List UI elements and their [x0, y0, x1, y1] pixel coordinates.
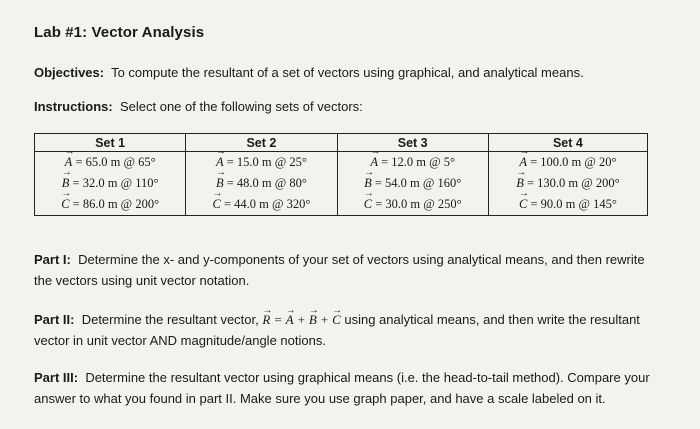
vector-symbol: → B	[62, 176, 70, 191]
table-cell	[488, 173, 647, 194]
table-cell	[488, 194, 647, 216]
part-2-label: Part II:	[34, 312, 75, 327]
part-2-text-before: Determine the resultant vector,	[81, 312, 259, 327]
vector-sets-table	[34, 133, 648, 216]
table-cell	[35, 194, 186, 216]
vector-b: → B	[309, 309, 317, 330]
table-row	[35, 194, 648, 216]
vector-symbol: → A	[65, 155, 73, 170]
vector-symbol: → B	[216, 176, 224, 191]
cell-value: = 65.0 m @ 65°	[75, 155, 156, 169]
cell-value: = 12.0 m @ 5°	[381, 155, 456, 169]
vector-symbol: → B	[364, 176, 372, 191]
objectives	[34, 65, 584, 80]
objectives-label: Objectives:	[34, 65, 105, 80]
table-cell	[488, 152, 647, 174]
table-cell	[337, 194, 488, 216]
cell-value: = 100.0 m @ 20°	[530, 155, 617, 169]
instructions-label: Instructions:	[34, 99, 113, 114]
cell-value: = 90.0 m @ 145°	[530, 197, 617, 211]
cell-value: = 86.0 m @ 200°	[72, 197, 160, 211]
header-set-1: Set 1	[35, 134, 186, 152]
page-title: Lab #1: Vector Analysis	[34, 24, 205, 41]
table-header-row	[35, 134, 648, 152]
cell-value: = 15.0 m @ 25°	[226, 155, 307, 169]
table-cell	[337, 173, 488, 194]
part-2	[34, 309, 654, 351]
cell-value: = 130.0 m @ 200°	[526, 176, 620, 190]
table-cell	[35, 152, 186, 174]
instructions-text: Select one of the following sets of vectors:	[119, 99, 363, 114]
vector-symbol: → C	[212, 197, 220, 212]
vector-symbol: → C	[61, 197, 69, 212]
vector-a: → A	[286, 309, 294, 330]
instructions	[34, 99, 363, 114]
vector-symbol: → A	[216, 155, 224, 170]
part-1-text: Determine the x- and y-components of your set of vectors using analytical means, and then rewrite the vectors using unit vector notation.	[34, 252, 645, 288]
vector-symbol: → A	[370, 155, 378, 170]
vector-symbol: → A	[519, 155, 527, 170]
table-row	[35, 152, 648, 174]
header-set-3: Set 3	[337, 134, 488, 152]
table-cell	[186, 152, 337, 174]
table-cell	[35, 173, 186, 194]
cell-value: = 48.0 m @ 80°	[226, 176, 307, 190]
resultant-equation: → R = → A + → B + → C	[262, 312, 340, 327]
cell-value: = 44.0 m @ 320°	[223, 197, 311, 211]
header-set-4: Set 4	[488, 134, 647, 152]
part-3-label: Part III:	[34, 370, 79, 385]
part-1-label: Part I:	[34, 252, 71, 267]
cell-value: = 32.0 m @ 110°	[72, 176, 159, 190]
table-row	[35, 173, 648, 194]
table-cell	[337, 152, 488, 174]
part-3-text: Determine the resultant vector using graphical means (i.e. the head-to-tail method). Compare your answer to what you found in part II. Make sure you use graph paper, and have a scale labeled on it.	[34, 370, 650, 406]
table-cell	[186, 194, 337, 216]
header-set-2: Set 2	[186, 134, 337, 152]
part-1	[34, 249, 654, 291]
objectives-text: To compute the resultant of a set of vectors using graphical, and analytical means.	[111, 65, 584, 80]
vector-symbol: → B	[516, 176, 524, 191]
part-2-text-after: using analytical means, and then write the resultant vector in unit vector AND magnitude/angle notions.	[34, 312, 640, 348]
table-cell	[186, 173, 337, 194]
part-3	[34, 367, 654, 409]
vector-symbol: → C	[364, 197, 372, 212]
vector-r: → R	[262, 309, 270, 330]
vector-symbol: → C	[519, 197, 527, 212]
cell-value: = 30.0 m @ 250°	[375, 197, 462, 211]
vector-c: → C	[332, 309, 341, 330]
cell-value: = 54.0 m @ 160°	[374, 176, 462, 190]
